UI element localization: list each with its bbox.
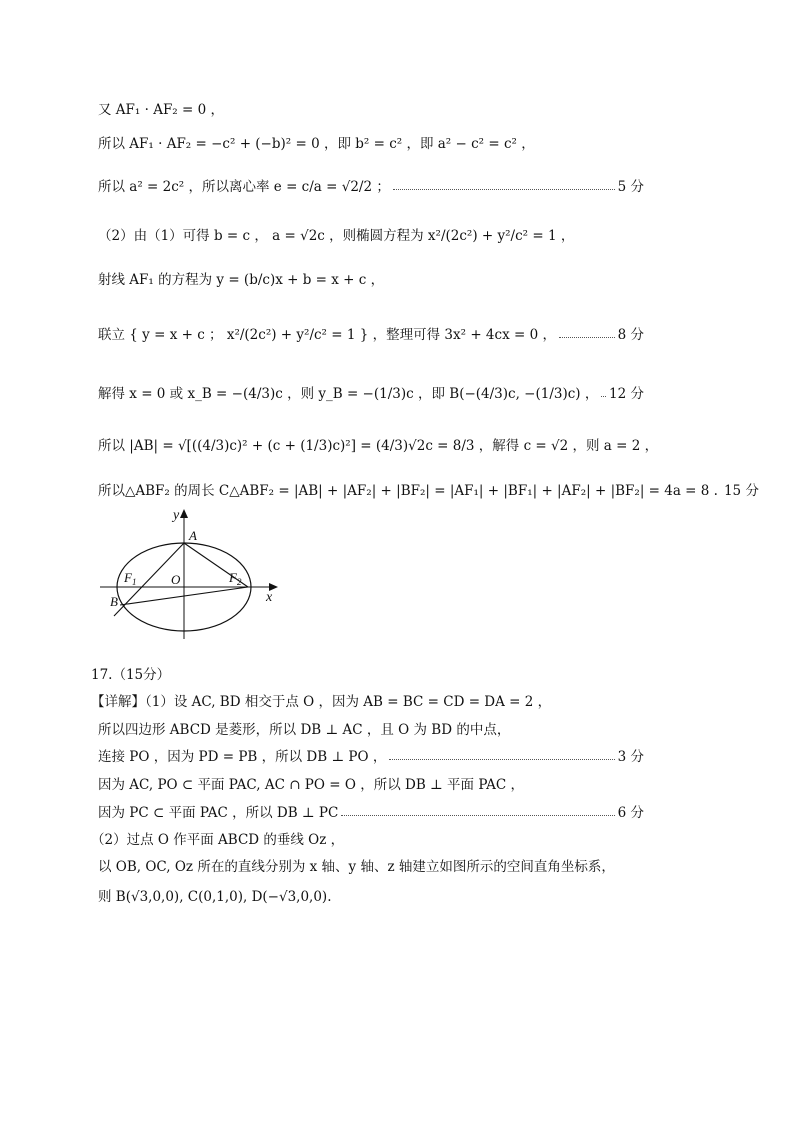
solution-text: 则 B(√3,0,0), C(0,1,0), D(−√3,0,0). — [98, 889, 332, 905]
solution-line-2 — [98, 132, 535, 152]
solution-text: （2）由（1）可得 b = c ， a = √2c ，则椭圆方程为 x²/(2c²) + y²/c² = 1 ， — [98, 228, 575, 244]
score-mark: 8 分 — [617, 327, 644, 343]
label-F2: $F_2$ — [229, 570, 242, 587]
label-F1: $F_1$ — [124, 570, 137, 587]
solution-line-9 — [98, 479, 759, 499]
label-A: A — [189, 528, 197, 543]
question-17-heading: 17.（15分） — [91, 667, 171, 683]
solution-text: 所以 AF₁ · AF₂ = −c² + (−b)² = 0 ，即 b² = c² ，即 a² − c² = c² ， — [98, 136, 535, 152]
q17-line-6 — [91, 828, 344, 848]
q17-line-3 — [98, 745, 644, 765]
leader-dots — [389, 759, 614, 760]
solution-text: 联立 { y = x + c ； x²/(2c²) + y²/c² = 1 } ，整理可得 3x² + 4cx = 0 ， — [98, 327, 556, 343]
label-y: y — [173, 508, 180, 523]
solution-text: 解得 x = 0 或 x_B = −(4/3)c ，则 y_B = −(1/3)c ，即 B(−(4/3)c, −(1/3)c) ， — [98, 386, 599, 402]
q17-line-2 — [98, 718, 510, 738]
solution-text: 连接 PO ，因为 PD = PB ，所以 DB ⊥ PO ， — [98, 749, 387, 765]
label-O: O — [171, 572, 181, 587]
solution-text: 又 AF₁ · AF₂ = 0 ， — [98, 102, 224, 118]
leader-dots — [559, 337, 615, 338]
leader-dots — [341, 815, 614, 816]
solution-text: 【详解】（1）设 AC, BD 相交于点 O ，因为 AB = BC = CD = DA = 2 ， — [91, 694, 552, 710]
q17-line-5 — [98, 801, 644, 821]
q17-line-8 — [98, 885, 332, 905]
solution-line-5 — [98, 268, 384, 288]
solution-text: 因为 AC, PO ⊂ 平面 PAC, AC ∩ PO = O ，所以 DB ⊥ 平面 PAC ， — [98, 777, 525, 793]
q17-line-4 — [98, 773, 524, 793]
solution-line-6 — [98, 323, 644, 343]
score-mark: 3 分 — [617, 749, 644, 765]
score-mark: 6 分 — [617, 805, 644, 821]
q17-line-7 — [98, 855, 615, 875]
label-B: B — [110, 594, 118, 609]
score-mark: 12 分 — [609, 386, 644, 402]
score-mark: 15 分 — [723, 483, 759, 499]
solution-text: 以 OB, OC, Oz 所在的直线分别为 x 轴、y 轴、z 轴建立如图所示的空间直角坐标系， — [98, 859, 615, 875]
solution-text: 所以 |AB| = √[((4/3)c)² + (c + (1/3)c)²] = (4/3)√2c = 8/3 ，解得 c = √2 ，则 a = 2 ， — [98, 438, 659, 454]
solution-text: 所以△ABF₂ 的周长 C△ABF₂ = |AB| + |AF₂| + |BF₂| = |AF₁| + |BF₁| + |AF₂| + |BF₂| = 4a = 8 . — [98, 483, 718, 499]
solution-text: 因为 PC ⊂ 平面 PAC ，所以 DB ⊥ PC — [98, 805, 339, 821]
solution-text: （2）过点 O 作平面 ABCD 的垂线 Oz ， — [91, 832, 345, 848]
solution-text: 所以四边形 ABCD 是菱形，所以 DB ⊥ AC ，且 O 为 BD 的中点， — [98, 722, 511, 738]
solution-text: 射线 AF₁ 的方程为 y = (b/c)x + b = x + c ， — [98, 272, 385, 288]
solution-line-3 — [98, 175, 644, 195]
solution-line-1 — [98, 98, 224, 118]
leader-dots — [393, 189, 615, 190]
ellipse-figure — [98, 505, 283, 640]
y-axis-arrow-icon — [180, 509, 188, 518]
q17-line-1 — [91, 690, 551, 710]
solution-text: 所以 a² = 2c² ，所以离心率 e = c/a = √2/2 ； — [98, 179, 390, 195]
score-mark: 5 分 — [617, 179, 644, 195]
solution-line-8 — [98, 434, 658, 454]
leader-dots — [601, 396, 606, 397]
solution-line-7 — [98, 382, 644, 402]
solution-line-4 — [98, 224, 574, 244]
label-x: x — [266, 590, 273, 605]
